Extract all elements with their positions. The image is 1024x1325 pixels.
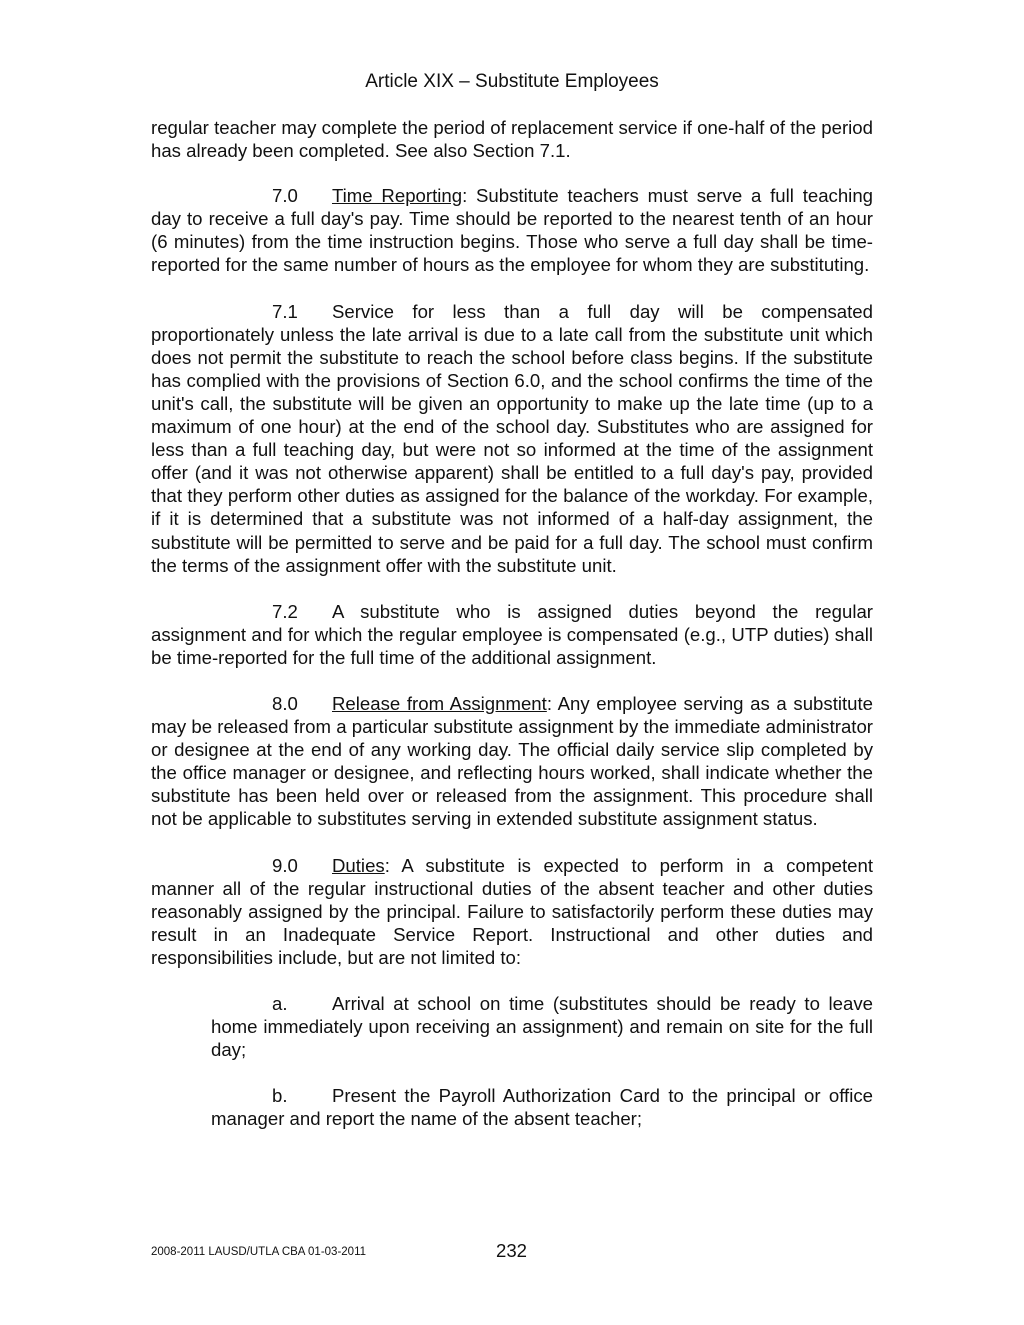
section-8-0 [151, 692, 873, 831]
section-heading: Time Reporting [332, 185, 463, 207]
paragraph-text: : A substitute is expected to perform in a competent manner all of the regular instructional duties of the absent teacher and other duties reasonably assigned by the principal. Failure to satisfactorily perform these duties may result in an Inadequate Service Report. Instructional and other duties and responsibilities include, but are not limited to: [151, 854, 873, 968]
section-number: 7.1 [272, 300, 298, 322]
section-number: 9.0 [272, 854, 298, 876]
section-9-0 [151, 854, 873, 969]
list-item-letter: a. [272, 993, 288, 1014]
section-7-2 [151, 600, 873, 669]
section-number: 8.0 [272, 692, 298, 714]
paragraph-text: : Substitute teachers must serve a full teaching day to receive a full day's pay. Time should be reported to the nearest tenth of an hour (6 minutes) from the time instruction begins. Those who serve a full day shall be time-reported for the same number of hours as the employee for whom they are substituting. [151, 185, 873, 276]
section-7-0 [151, 184, 873, 276]
list-item-text: Present the Payroll Authorization Card to the principal or office manager and report the name of the absent teacher; [211, 1085, 873, 1130]
page-number: 232 [496, 1240, 528, 1261]
paragraph-text: regular teacher may complete the period of replacement service if one-half of the period has already been completed. See also Section 7.1. [151, 117, 873, 162]
continuation-paragraph [151, 116, 873, 162]
paragraph-text: Service for less than a full day will be compensated proportionately unless the late arrival is due to a late call from the substitute unit which does not permit the substitute to reach the school before class begins. If the substitute has complied with the provisions of Section 6.0, and the school confirms the time of the unit's call, the substitute will be given an opportunity to make up the late time (up to a maximum of one hour) at the end of the school day. Substitutes who are assigned for less than a full teaching day, but were not so informed at the time of the assignment offer (and it was not otherwise apparent) shall be entitled to a full day's pay, provided that they perform other duties as assigned for the balance of the workday. For example, if it is determined that a substitute was not informed of a half-day assignment, the substitute will be permitted to serve and be paid for a full day. The school must confirm the terms of the assignment offer with the substitute unit. [151, 300, 873, 576]
section-heading: Duties [332, 854, 385, 876]
list-item [211, 1084, 873, 1130]
list-item-letter: b. [272, 1085, 288, 1107]
section-number: 7.2 [272, 600, 298, 622]
page-title: Article XIX – Substitute Employees [365, 71, 659, 92]
section-number: 7.0 [272, 185, 298, 207]
paragraph-text: A substitute who is assigned duties beyond the regular assignment and for which the regular employee is compensated (e.g., UTP duties) shall be time-reported for the full time of the additional assignment. [151, 600, 873, 668]
list-item [211, 992, 873, 1061]
section-7-1 [151, 300, 873, 577]
footer-document-id: 2008-2011 LAUSD/UTLA CBA 01-03-2011 [151, 1246, 367, 1258]
section-heading: Release from Assignment [332, 692, 547, 714]
document-body [151, 116, 873, 1153]
list-item-text: Arrival at school on time (substitutes should be ready to leave home immediately upon receiving an assignment) and remain on site for the full day; [211, 993, 873, 1061]
paragraph-text: : Any employee serving as a substitute may be released from a particular substitute assignment by the immediate administrator or designee at the end of any working day. The official daily service slip completed by the office manager or designee, and reflecting hours worked, shall indicate whether the substitute has been held over or released from the assignment. This procedure shall not be applicable to substitutes serving in extended substitute assignment status. [151, 692, 874, 830]
